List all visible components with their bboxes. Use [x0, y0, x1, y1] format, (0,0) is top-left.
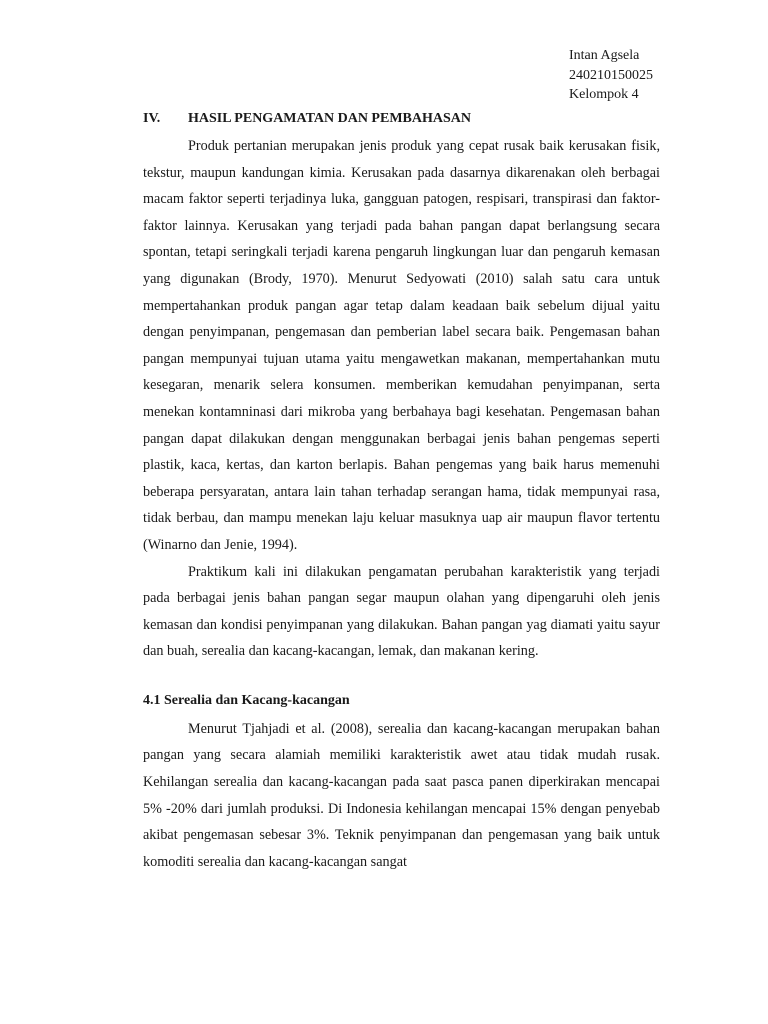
student-id: 240210150025	[569, 67, 653, 83]
chapter-number: IV.	[143, 111, 161, 126]
author-header	[569, 46, 653, 105]
body-paragraph: Praktikum kali ini dilakukan pengamatan perubahan karakteristik yang terjadi pada berbagai jenis bahan pangan segar maupun olahan yang dipengaruhi oleh jenis kemasan dan kondisi penyimpanan yang dilakukan. Bahan pangan yag diamati yaitu sayur dan buah, serealia dan kacang-kacangan, lemak, dan makanan kering.	[143, 563, 660, 660]
chapter-title: HASIL PENGAMATAN DAN PEMBAHASAN	[188, 111, 471, 126]
section-heading: 4.1 Serealia dan Kacang-kacangan	[143, 692, 350, 708]
document-body	[143, 109, 660, 875]
body-paragraph: Produk pertanian merupakan jenis produk yang cepat rusak baik kerusakan fisik, tekstur, maupun kandungan kimia. Kerusakan pada dasarnya dikarenakan oleh berbagai macam faktor seperti terjadinya luka, gangguan patogen, respisari, transpirasi dan faktor-faktor lainnya. Kerusakan yang terjadi pada bahan pangan dapat berlangsung secara spontan, tetapi seringkali terjadi karena pengaruh lingkungan luar dan pengaruh kemasan yang digunakan (Brody, 1970). Menurut Sedyowati (2010) salah satu cara untuk mempertahankan produk pangan agar tetap dalam keadaan baik sebelum dijual yaitu dengan penyimpanan, pengemasan dan pemberian label secara baik. Pengemasan bahan pangan mempunyai tujuan utama yaitu mengawetkan makanan, mempertahankan mutu kesegaran, menarik selera konsumen. memberikan kemudahan penyimpanan, serta menekan kontamninasi dari mikroba yang berbahaya bagi kesehatan. Pengemasan bahan pangan dapat dilakukan dengan menggunakan berbagai jenis bahan pengemas seperti plastik, kaca, kertas, dan karton berlapis. Bahan pengemas yang baik harus memenuhi beberapa persyaratan, antara lain tahan terhadap serangan hama, tidak mempunyai rasa, tidak berbau, dan mampu menekan laju keluar masuknya uap air maupun flavor tertentu (Winarno dan Jenie, 1994).	[143, 138, 660, 553]
author-name: Intan Agsela	[569, 48, 640, 63]
section-paragraph: Menurut Tjahjadi et al. (2008), serealia dan kacang-kacangan merupakan bahan pangan yang secara alamiah memiliki karakteristik awet atau tidak mudah rusak. Kehilangan serealia dan kacang-kacangan pada saat pasca panen diperkirakan mencapai 5% -20% dari jumlah produksi. Di Indonesia kehilangan mencapai 15% dengan penyebab akibat pengemasan sebesar 3%. Teknik penyimpanan dan pengemasan yang baik untuk komoditi serealia dan kacang-kacangan sangat	[143, 720, 660, 870]
chapter-heading	[143, 109, 660, 129]
group-label: Kelompok 4	[569, 87, 639, 102]
